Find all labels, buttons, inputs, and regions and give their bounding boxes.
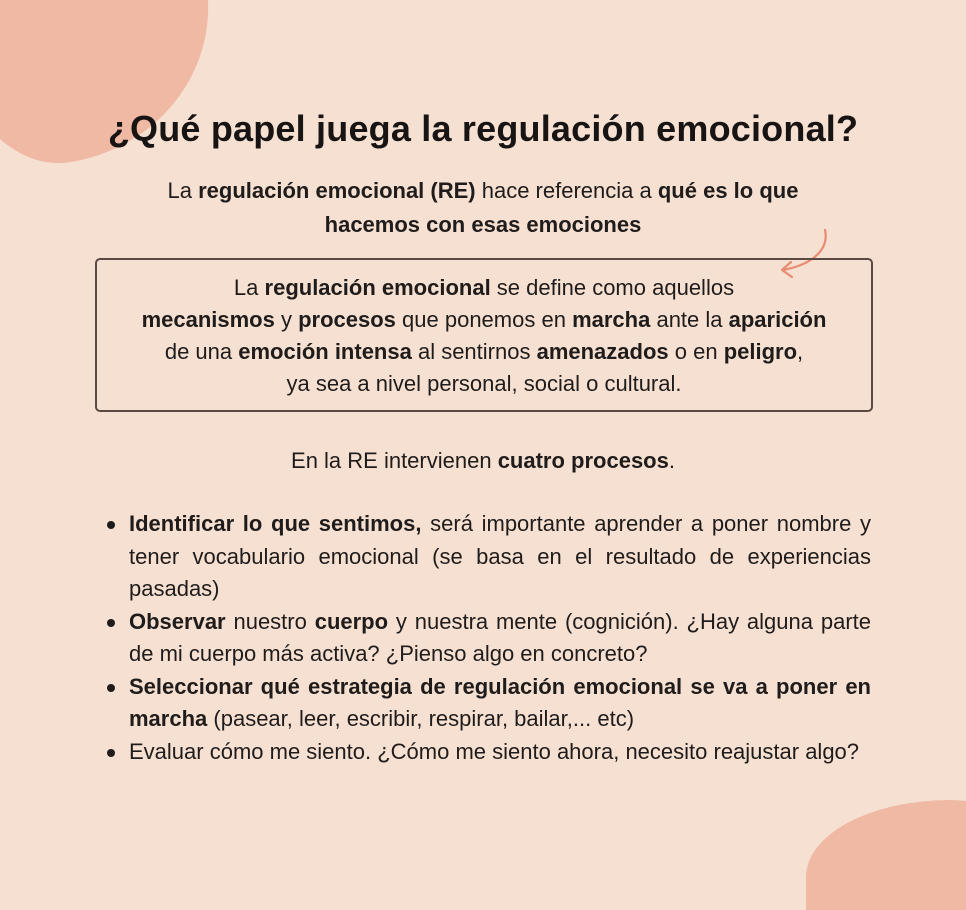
definition-bold: amenazados — [536, 339, 669, 364]
list-item — [101, 736, 871, 769]
list-item-text: Evaluar cómo me siento. ¿Cómo me siento ahora, necesito reajustar algo? — [129, 738, 860, 764]
list-item-text: y nuestra mente (cognición). ¿Hay alguna parte de mi cuerpo más activa? ¿Pienso algo en concreto? — [129, 608, 871, 666]
bullet-icon — [107, 749, 115, 757]
intro-bold-re: regulación emocional (RE) — [198, 178, 476, 203]
list-item — [101, 671, 871, 736]
intro-bold-hacemos: hacemos con esas emociones — [324, 212, 642, 237]
definition-text: se define como aquellos — [490, 275, 735, 300]
definition-bold: marcha — [572, 307, 651, 332]
definition-bold: emoción intensa — [238, 339, 412, 364]
processes-heading — [0, 448, 966, 474]
definition-bold: peligro — [723, 339, 798, 364]
definition-text: al sentirnos — [411, 339, 537, 364]
bullet-icon — [107, 684, 115, 692]
definition-box — [95, 258, 873, 412]
list-item-bold: Identificar lo que sentimos, — [129, 511, 422, 536]
process-list — [101, 508, 871, 768]
intro-text-part: hace referencia a — [475, 178, 658, 203]
definition-text: de una — [164, 339, 239, 364]
decorative-blob-top-left — [0, 0, 228, 177]
bullet-icon — [107, 521, 115, 529]
definition-bold: aparición — [728, 307, 827, 332]
intro-text-part: La — [167, 178, 199, 203]
processes-text: En la RE intervienen — [291, 448, 498, 473]
list-item-bold: Seleccionar qué estrategia de regulación emocional se va a poner en marcha — [129, 673, 871, 731]
processes-bold: cuatro procesos — [497, 448, 669, 473]
list-item — [101, 606, 871, 671]
definition-text: que ponemos en — [395, 307, 573, 332]
definition-text: ya sea a nivel personal, social o cultural. — [286, 371, 682, 396]
definition-bold: procesos — [298, 307, 396, 332]
definition-text: o en — [668, 339, 724, 364]
definition-text: y — [274, 307, 299, 332]
processes-text: . — [668, 448, 675, 473]
bullet-icon — [107, 619, 115, 627]
list-item-bold: cuerpo — [314, 608, 389, 634]
definition-text: ante la — [650, 307, 729, 332]
definition-text: , — [797, 339, 804, 364]
definition-bold: mecanismos — [141, 307, 275, 332]
list-item-text: (pasear, leer, escribir, respirar, bailar,... etc) — [207, 706, 635, 731]
decorative-blob-bottom-right — [806, 800, 966, 910]
definition-text: La — [233, 275, 265, 300]
list-item-text: nuestro — [225, 608, 315, 634]
list-item-bold: Observar — [129, 608, 226, 634]
list-item — [101, 508, 871, 606]
page-title: ¿Qué papel juega la regulación emocional? — [107, 108, 859, 149]
intro-bold-que-es: qué es lo que — [657, 178, 799, 203]
intro-text — [80, 174, 886, 242]
list-item-text: será importante aprender a poner nombre y tener vocabulario emocional (se basa en el resultado de experiencias pasadas) — [129, 511, 871, 601]
definition-bold: regulación emocional — [264, 275, 491, 300]
